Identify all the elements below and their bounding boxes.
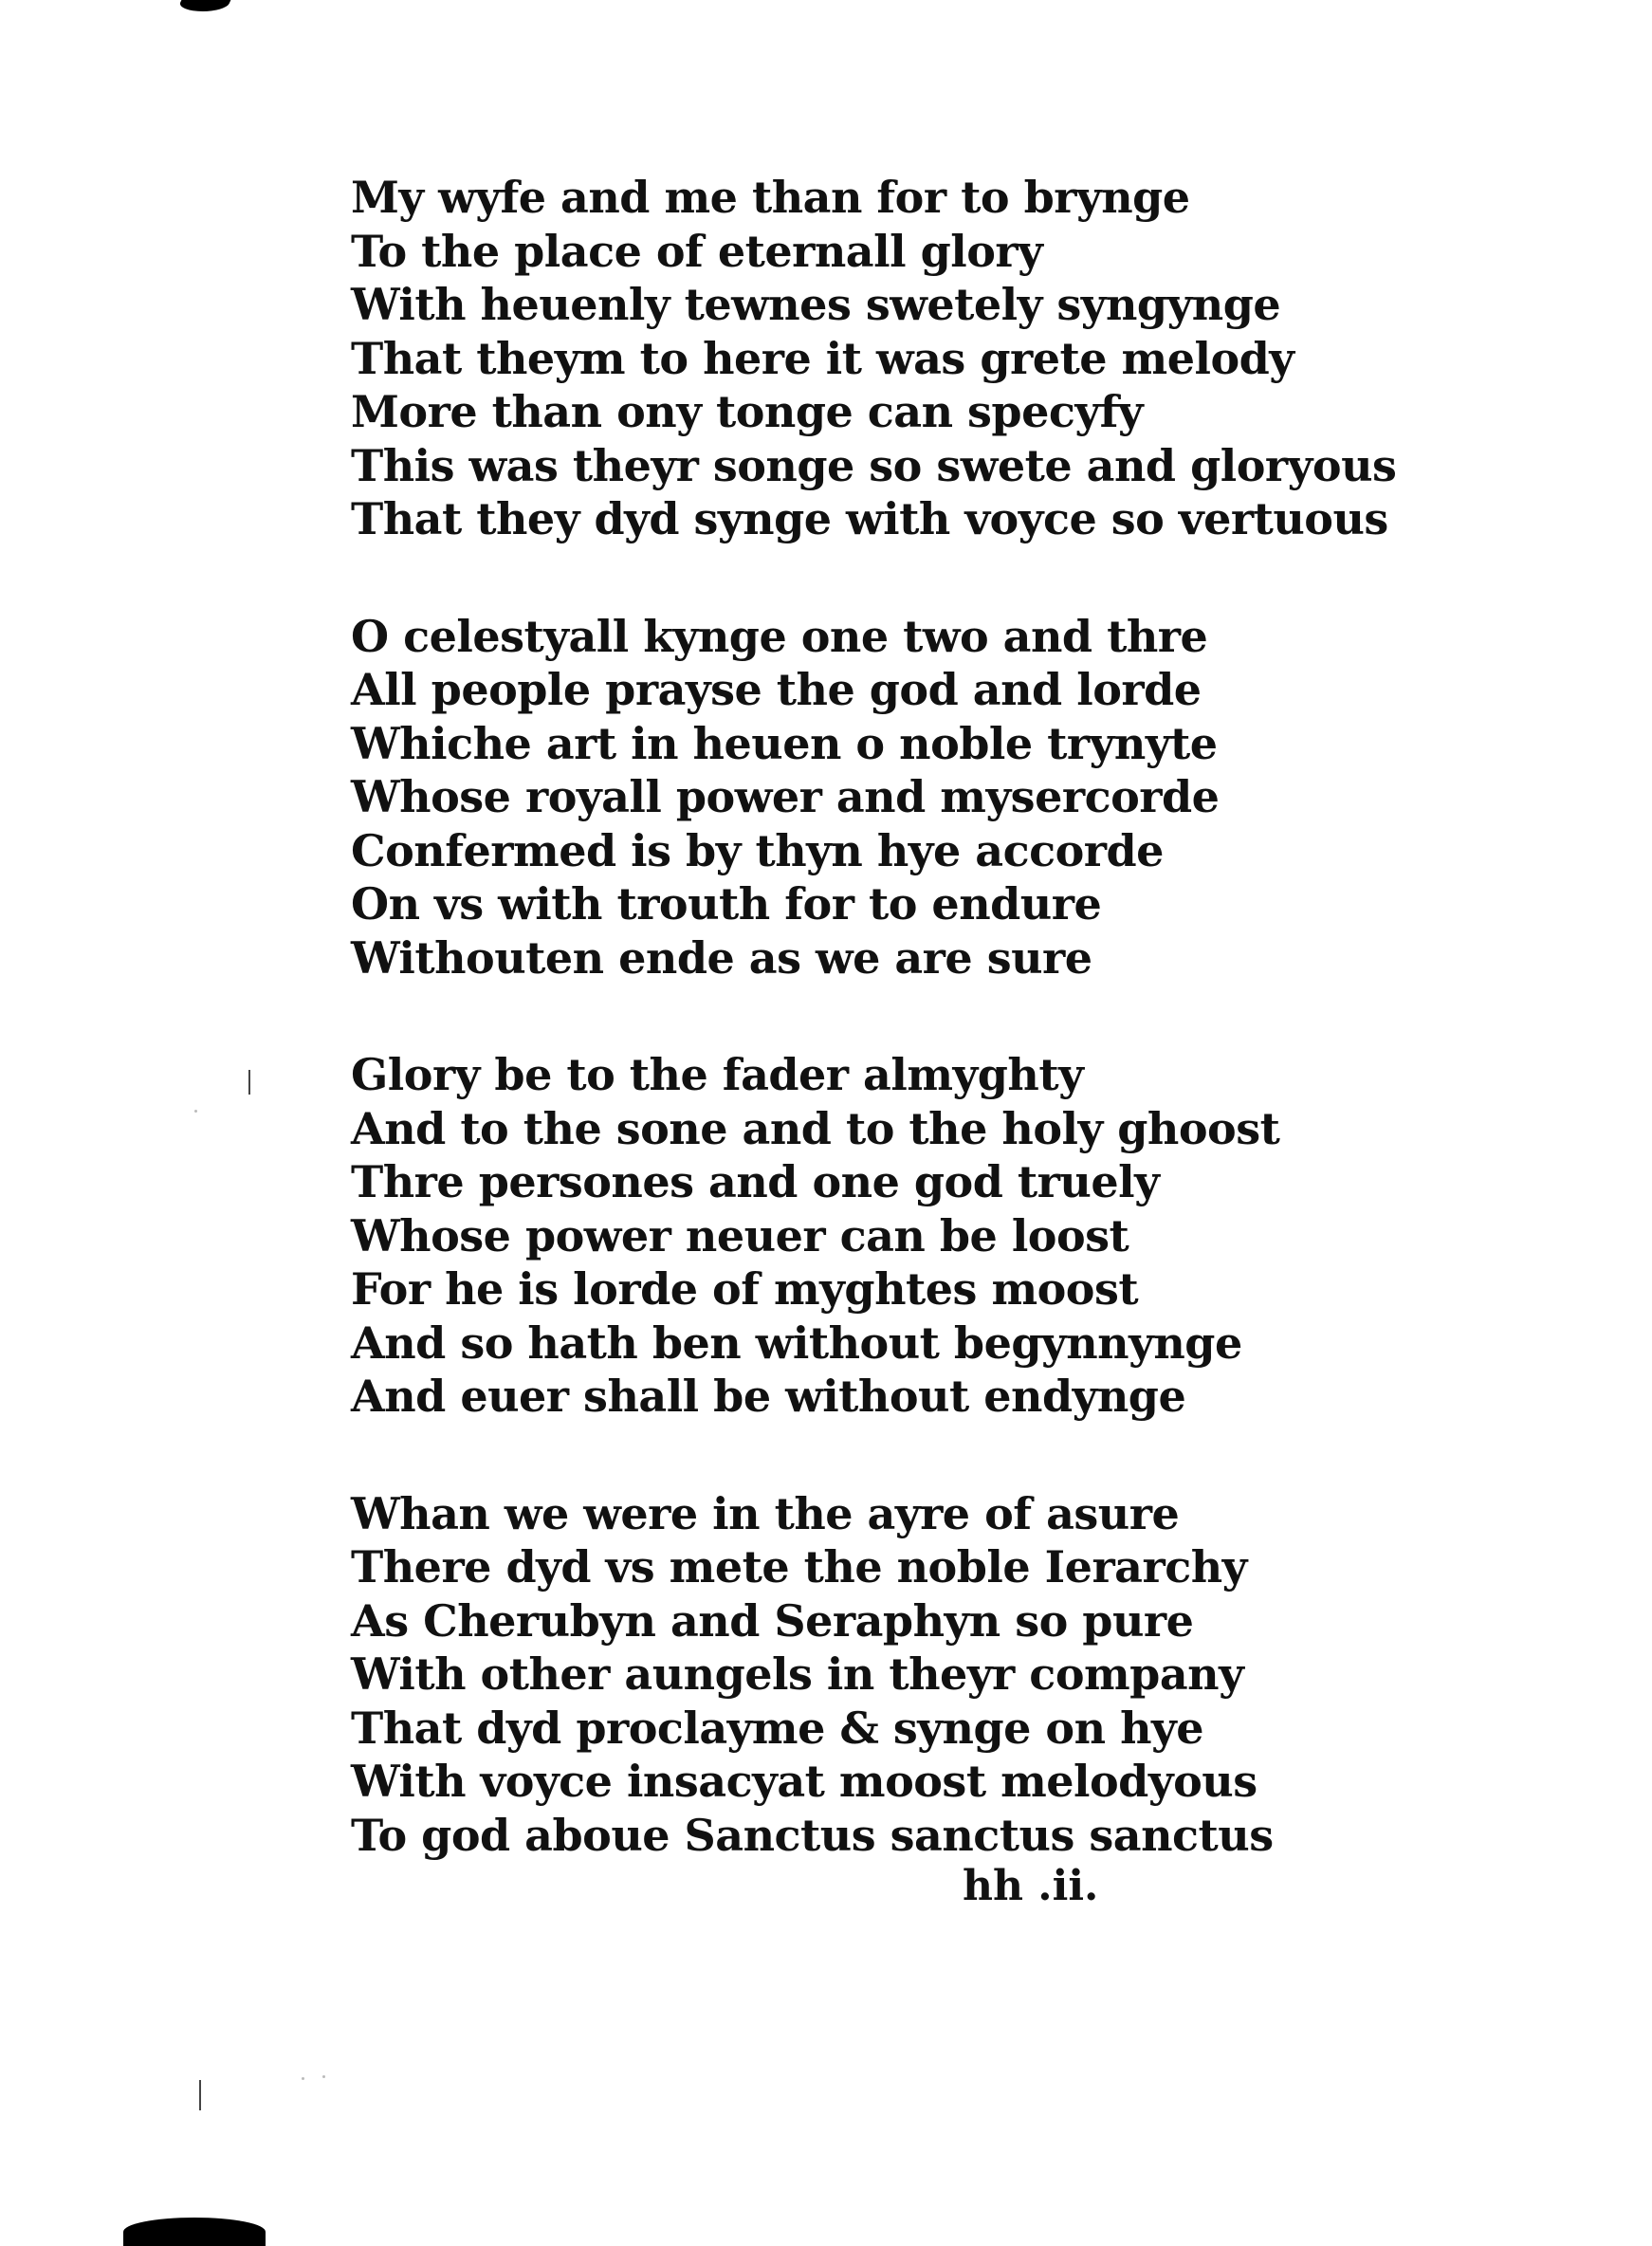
verse-line: Thre persones and one god truely xyxy=(351,1156,1160,1207)
verse-line: More than ony tonge can specyfy xyxy=(351,386,1144,437)
verse-line: To god aboue Sanctus sanctus sanctus xyxy=(351,1809,1274,1861)
verse-line: As Cherubyn and Seraphyn so pure xyxy=(351,1594,1194,1647)
verse-line: On vs with trouth for to endure xyxy=(351,878,1102,930)
scan-speck xyxy=(302,2077,304,2080)
verse-line: O celestyall kynge one two and thre xyxy=(351,610,1208,662)
scan-mark xyxy=(199,2080,201,2110)
verse-line: All people prayse the god and lorde xyxy=(351,664,1202,715)
verse-line: This was theyr songe so swete and gloryous xyxy=(351,439,1397,491)
verse-line: Whose power neuer can be loost xyxy=(351,1209,1129,1261)
scan-speck xyxy=(322,2075,325,2078)
verse-line: Whose royall power and mysercorde xyxy=(351,771,1220,822)
scan-blot-top xyxy=(176,0,233,11)
verse-line: And so hath ben without begynnynge xyxy=(351,1316,1242,1369)
verse-line: Whan we were in the ayre of asure xyxy=(351,1487,1180,1539)
verse-line: With other aungels in theyr company xyxy=(351,1648,1244,1700)
verse-line: And to the sone and to the holy ghoost xyxy=(351,1102,1280,1154)
verse-line: Withouten ende as we are sure xyxy=(351,931,1092,984)
verse-line: That theym to here it was grete melody xyxy=(351,332,1294,384)
scan-mark xyxy=(248,1070,250,1095)
verse-line: To the place of eternall glory xyxy=(351,225,1043,277)
poem-text xyxy=(351,171,1397,1925)
stanza xyxy=(351,610,1299,985)
stanza xyxy=(351,1487,1299,1863)
verse-line: Glory be to the fader almyghty xyxy=(351,1049,1084,1100)
verse-line: And euer shall be without endynge xyxy=(351,1371,1186,1422)
verse-line: That they dyd synge with voyce so vertuous xyxy=(351,493,1388,544)
scan-speck xyxy=(194,1110,197,1113)
verse-line: With voyce insacyat moost melodyous xyxy=(351,1756,1257,1807)
signature-mark: hh .ii. xyxy=(963,1862,1099,1910)
verse-line: With heuenly tewnes swetely syngynge xyxy=(351,279,1281,330)
verse-line: Confermed is by thyn hye accorde xyxy=(351,824,1164,876)
verse-line: My wyfe and me than for to brynge xyxy=(351,172,1190,223)
verse-line: For he is lorde of myghtes moost xyxy=(351,1263,1139,1315)
verse-line: Whiche art in heuen o noble trynyte xyxy=(351,717,1218,769)
stanza xyxy=(351,171,1397,546)
verse-line: There dyd vs mete the noble Ierarchy xyxy=(351,1541,1247,1592)
stanza xyxy=(351,1048,1299,1424)
verse-line: That dyd proclayme & synge on hye xyxy=(351,1702,1204,1754)
scan-blot-bottom xyxy=(123,2218,266,2246)
